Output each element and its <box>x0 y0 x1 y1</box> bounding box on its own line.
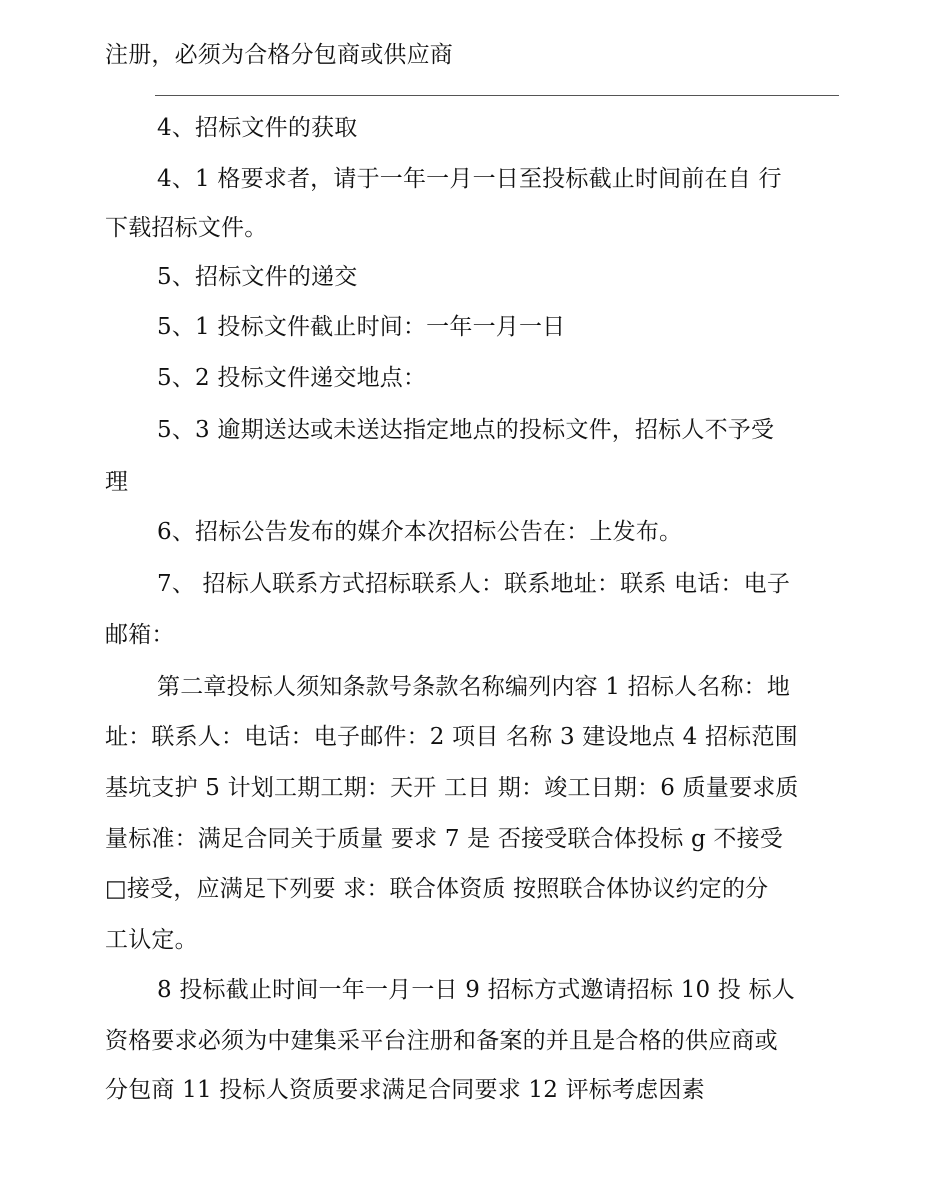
text-line: 5、2 投标文件递交地点： <box>157 365 427 391</box>
text-line: 分包商 11 投标人资质要求满足合同要求 12 评标考虑因素 <box>105 1077 705 1103</box>
text-line: 5、1 投标文件截止时间：一年一月一日 <box>157 314 566 340</box>
section-heading: 5、招标文件的递交 <box>157 264 358 290</box>
section-heading: 4、招标文件的获取 <box>157 115 358 141</box>
section-heading: 7、 招标人联系方式招标联系人：联系地址：联系 电话：电子 <box>157 571 791 597</box>
text-line: 基坑支护 5 计划工期工期：天开 工日 期：竣工日期：6 质量要求质 <box>105 775 799 801</box>
text-line: 址：联系人：电话：电子邮件：2 项目 名称 3 建设地点 4 招标范围 <box>105 724 798 750</box>
text-line: 邮箱： <box>105 622 175 648</box>
text-line: 资格要求必须为中建集采平台注册和备案的并且是合格的供应商或 <box>105 1028 778 1054</box>
text-line: 5、3 逾期送达或未送达指定地点的投标文件，招标人不予受 <box>157 417 775 443</box>
divider <box>155 95 839 96</box>
text-line: □接受，应满足下列要 求：联合体资质 按照联合体协议约定的分 <box>105 876 769 902</box>
text-line: 8 投标截止时间一年一月一日 9 招标方式邀请招标 10 投 标人 <box>157 977 795 1003</box>
text-line: 4、1 格要求者，请于一年一月一日至投标截止时间前在自 行 <box>157 166 782 192</box>
chapter-paragraph: 第二章投标人须知条款号条款名称编列内容 1 招标人名称：地 <box>157 674 791 700</box>
text-line: 工认定。 <box>105 927 198 953</box>
section-heading: 6、招标公告发布的媒介本次招标公告在：上发布。 <box>157 519 683 545</box>
text-line: 量标准：满足合同关于质量 要求 7 是 否接受联合体投标 g 不接受 <box>105 826 784 852</box>
text-line: 下载招标文件。 <box>105 215 268 241</box>
text-line: 注册，必须为合格分包商或供应商 <box>105 42 453 68</box>
text-line: 理 <box>105 469 129 495</box>
